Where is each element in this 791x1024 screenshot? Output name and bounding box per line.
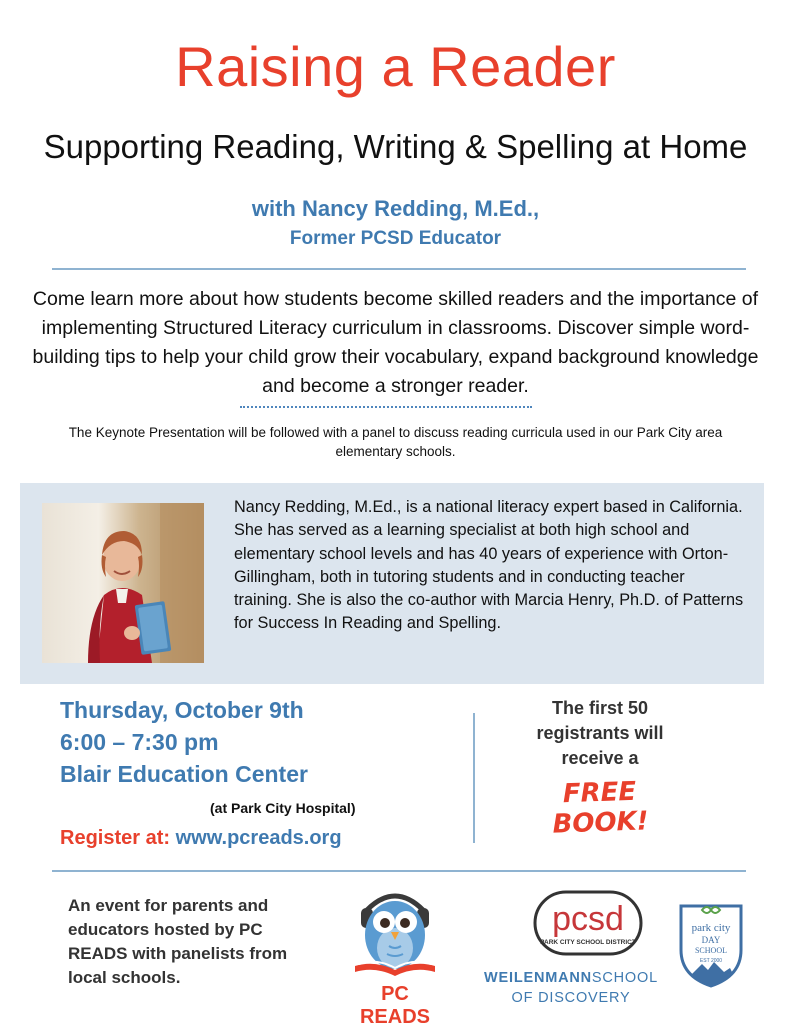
venue-note: (at Park City Hospital) [210,800,356,816]
pcsd-district-name: PARK CITY SCHOOL DISTRICT [540,939,636,946]
promo-line-2: registrants will [536,723,664,743]
page-subtitle: Supporting Reading, Writing & Spelling at Home [43,128,748,165]
free-line-1: FREE [562,776,637,810]
top-divider [52,268,746,270]
presenter-photo [42,503,204,663]
pcds-line-3: SCHOOL [694,946,728,955]
pc-reads-owl-logo [345,880,445,980]
event-time: 6:00 – 7:30 pm [60,729,219,755]
bottom-divider [52,870,746,872]
dotted-divider [240,406,532,408]
pcsd-logo [533,890,643,956]
weilenmann-line-2: OF DISCOVERY [511,990,631,1006]
pcds-est: EST 2000 [699,958,723,964]
event-venue: Blair Education Center [60,761,308,787]
presenter-photo-graphic [42,503,204,663]
weilenmann-school: SCHOOL [591,970,658,986]
free-book-callout [539,776,661,840]
owl-icon [345,880,445,980]
park-city-day-school-logo [678,898,744,988]
pcds-shield-graphic [678,898,744,988]
presenter-name: with Nancy Redding, M.Ed., [251,196,540,221]
weilenmann-name: WEILENMANN [484,970,592,986]
pcsd-logo-graphic [533,890,643,956]
pc-reads-label: PC READS [359,983,430,1024]
footer-description: An event for parents and educators hosted by PC READS with panelists from local schools. [68,896,288,987]
vertical-divider [473,713,475,843]
pcds-line-2: DAY [701,935,721,945]
pcsd-wordmark: pcsd [552,900,624,938]
pcds-line-1: park city [691,922,731,934]
keynote-note: The Keynote Presentation will be followed with a panel to discuss reading curricula used in our Park City area elementary schools. [68,425,723,459]
free-line-2: BOOK! [552,806,650,840]
presenter-role: Former PCSD Educator [289,228,502,249]
register-link[interactable]: www.pcreads.org [175,827,342,849]
promo-line-1: The first 50 [551,698,649,718]
bio-text: Nancy Redding, M.Ed., is a national literacy expert based in California. She has served as a learning specialist at both high school and elementary school levels and has 40 years of experience with Orton-Gillingham, both in tutoring students and in conducting teacher training. She is also the co-author with Marcia Henry, Ph.D. of Patterns for Success In Reading and Spelling. [234,498,744,633]
promo-text [500,696,700,771]
weilenmann-line-1 [478,970,664,986]
promo-line-3: receive a [561,748,639,768]
register-label: Register at: [60,827,171,849]
page-title: Raising a Reader [175,35,616,98]
event-date: Thursday, October 9th [60,697,304,723]
intro-description: Come learn more about how students become skilled readers and the importance of implementing Structured Literacy curriculum in classrooms. Discover simple word-building tips to help your child grow their vocabulary, expand background knowledge and become a stronger reader. [32,288,759,397]
register-line [60,827,342,850]
